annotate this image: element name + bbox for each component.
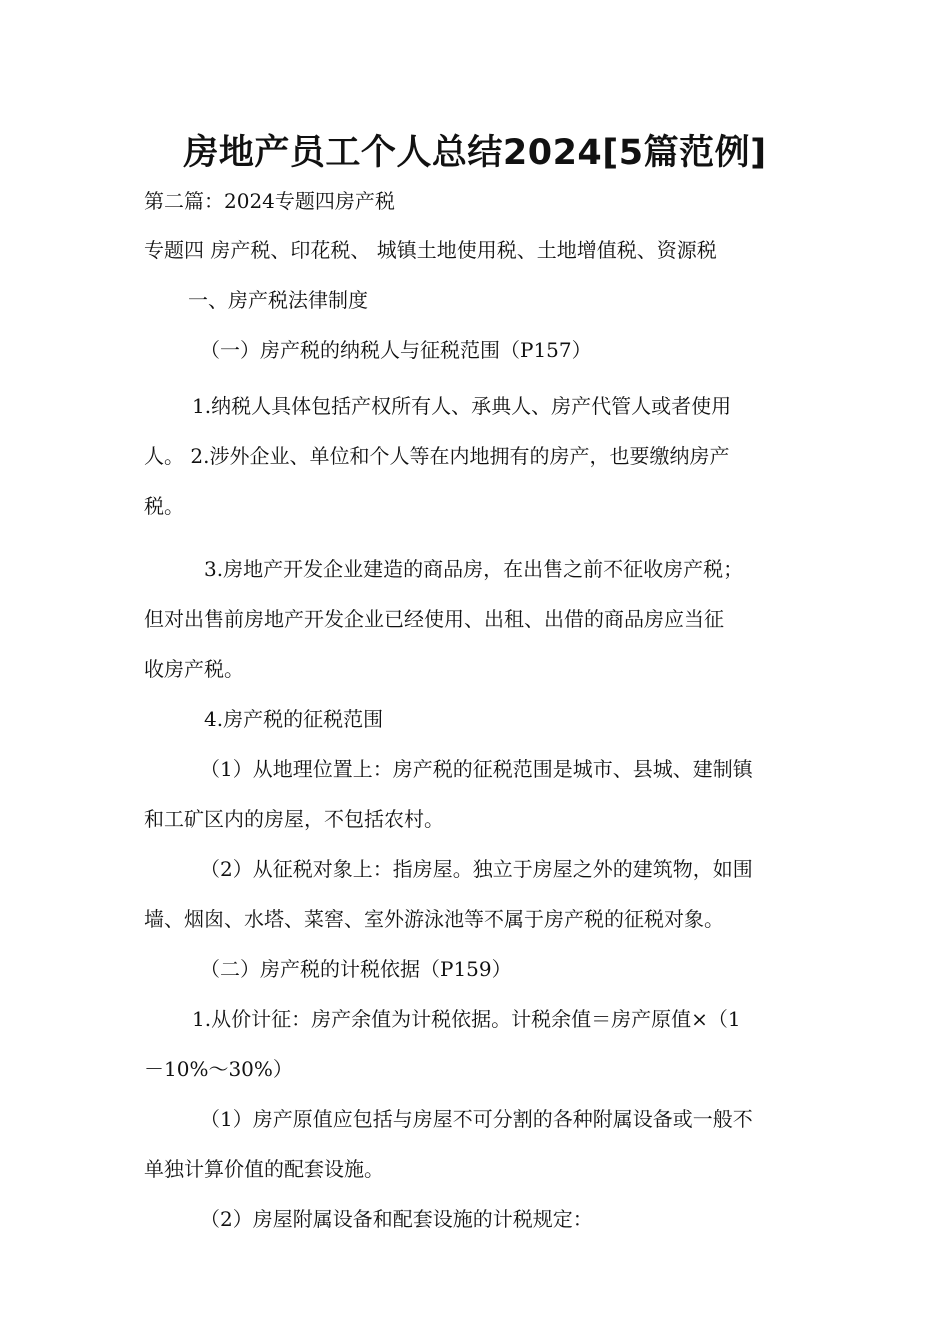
subsection-heading: （二）房产税的计税依据（P159） [200, 957, 512, 981]
document-body [144, 183, 808, 1244]
paragraph-line: 收房产税。 [144, 657, 244, 681]
paragraph-line: （1）从地理位置上：房产税的征税范围是城市、县城、建制镇 [200, 757, 753, 781]
paragraph-taxpayer [144, 381, 808, 531]
section-heading: 第二篇：2024专题四房产税 [144, 189, 395, 213]
paragraph-line: 3.房地产开发企业建造的商品房，在出售之前不征收房产税； [204, 557, 744, 581]
paragraph-commercial-housing [144, 544, 808, 694]
paragraph-line: 但对出售前房地产开发企业已经使用、出租、出借的商品房应当征 [144, 607, 724, 631]
chapter-heading: 一、房产税法律制度 [188, 288, 368, 312]
document-title: 房地产员工个人总结2024[5篇范例] [183, 133, 767, 173]
paragraph-geography [144, 744, 808, 844]
paragraph-line: （2）房屋附属设备和配套设施的计税规定： [200, 1207, 593, 1231]
paragraph-line: （2）从征税对象上：指房屋。独立于房屋之外的建筑物，如围 [200, 857, 753, 881]
paragraph-object [144, 844, 808, 944]
paragraph-line: 1.从价计征：房产余值为计税依据。计税余值＝房产原值×（1 [192, 1007, 741, 1031]
paragraph-line: （1）房产原值应包括与房屋不可分割的各种附属设备或一般不 [200, 1107, 753, 1131]
paragraph-line: 税。 [144, 494, 184, 518]
paragraph-line: 和工矿区内的房屋，不包括农村。 [144, 807, 444, 831]
paragraph-line: －10%～30%） [144, 1057, 293, 1081]
paragraph-line: 1.纳税人具体包括产权所有人、承典人、房产代管人或者使用 [192, 394, 732, 418]
paragraph-line: 单独计算价值的配套设施。 [144, 1157, 384, 1181]
subsection-heading: （一）房产税的纳税人与征税范围（P157） [200, 338, 592, 362]
paragraph-line: 墙、烟囱、水塔、菜窖、室外游泳池等不属于房产税的征税对象。 [144, 907, 724, 931]
paragraph-valuation [144, 994, 808, 1094]
topic-heading: 专题四 房产税、印花税、 城镇土地使用税、土地增值税、资源税 [144, 238, 717, 262]
list-heading: 4.房产税的征税范围 [204, 707, 384, 731]
paragraph-original-value [144, 1094, 808, 1194]
paragraph-line: 人。 2.涉外企业、单位和个人等在内地拥有的房产，也要缴纳房产 [144, 444, 730, 468]
